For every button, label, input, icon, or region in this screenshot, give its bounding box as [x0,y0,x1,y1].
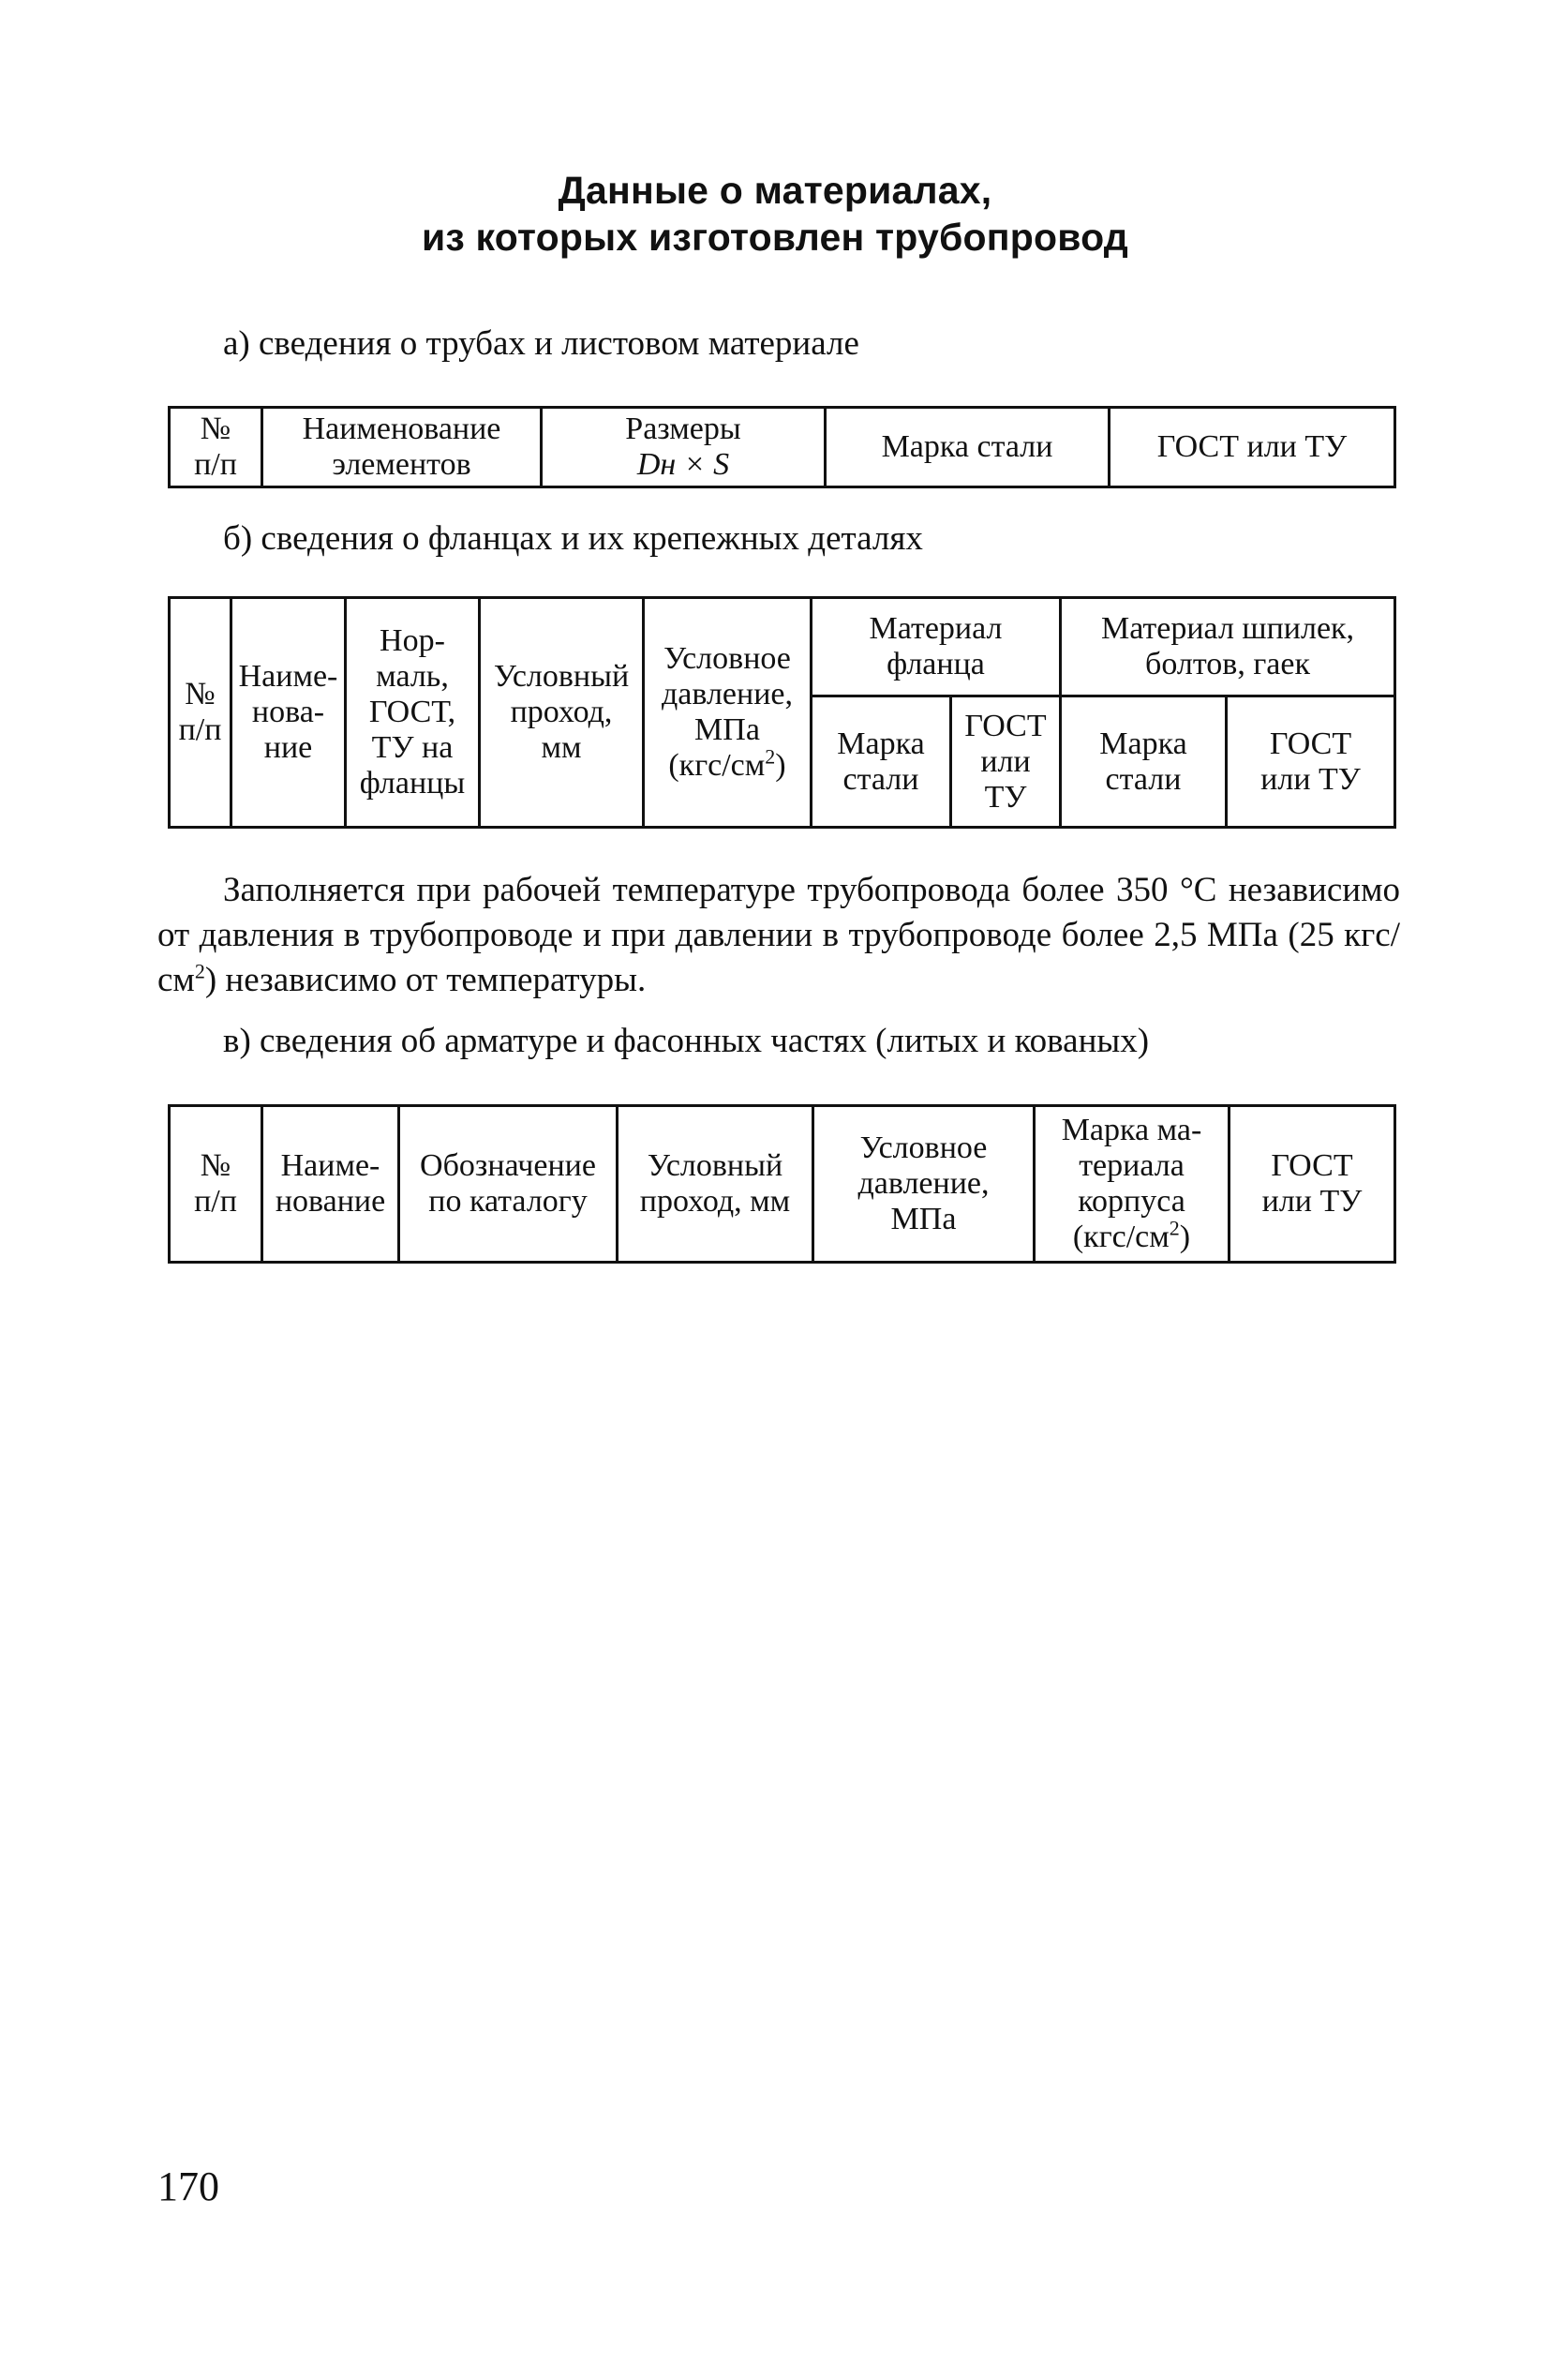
fill-condition-note: Заполняется при рабочей температуре трубопровода более 350 °С независимо от давления в трубопроводе и при давлении в трубопроводе более 2,5 МПа (25 кгс/$см^2$) независимо от температуры. [157,871,1400,999]
header-name: Наиме- нование [262,1106,399,1263]
header-element-name: Наименование элементов [262,408,542,487]
header-fastener-gost: ГОСТ или ТУ [1227,696,1395,828]
header-num: № п/п [170,598,231,828]
table-row [170,408,1395,487]
pipes-table [168,406,1396,488]
header-sizes: Размеры Dн × S [542,408,826,487]
table-row [170,1106,1395,1263]
header-gost: ГОСТ или ТУ [1230,1106,1395,1263]
header-flange-gost: ГОСТ или ТУ [951,696,1061,828]
header-nominal-passage: Условный проход, мм [480,598,644,828]
header-num: № п/п [170,408,262,487]
header-flange-steel: Марка стали [812,696,951,828]
section-a-label: а) сведения о трубах и листовом материале [223,324,859,363]
fittings-table [168,1104,1396,1264]
header-norm: Нор- маль, ГОСТ, ТУ на фланцы [346,598,480,828]
flanges-table [168,596,1396,829]
header-nominal-pressure: Условное давление, МПа [813,1106,1035,1263]
header-body-material: Марка ма- териала корпуса $(кгс/см^2)$ [1035,1106,1230,1263]
section-b-label: б) сведения о фланцах и их крепежных деталях [223,519,923,558]
page-number: 170 [157,2163,219,2209]
header-nominal-pressure: Условное давление, МПа $(кгс/см^2)$ [644,598,812,828]
header-num: № п/п [170,1106,262,1263]
header-steel-grade: Марка стали [826,408,1110,487]
page-title-line-1: Данные о материалах, [558,169,992,212]
header-flange-material: Материал фланца [812,598,1061,696]
header-nominal-passage: Условный проход, мм [618,1106,813,1263]
header-fastener-steel: Марка стали [1061,696,1227,828]
header-name: Наиме- нова- ние [231,598,346,828]
header-catalog-designation: Обозначение по каталогу [399,1106,618,1263]
section-c-label: в) сведения об арматуре и фасонных частях (литых и кованых) [223,1022,1150,1060]
page-title [0,167,1550,261]
header-gost: ГОСТ или ТУ [1110,408,1395,487]
page-title-line-2: из которых изготовлен трубопровод [421,216,1129,259]
header-fastener-material: Материал шпилек, болтов, гаек [1061,598,1395,696]
table-row [170,598,1395,696]
